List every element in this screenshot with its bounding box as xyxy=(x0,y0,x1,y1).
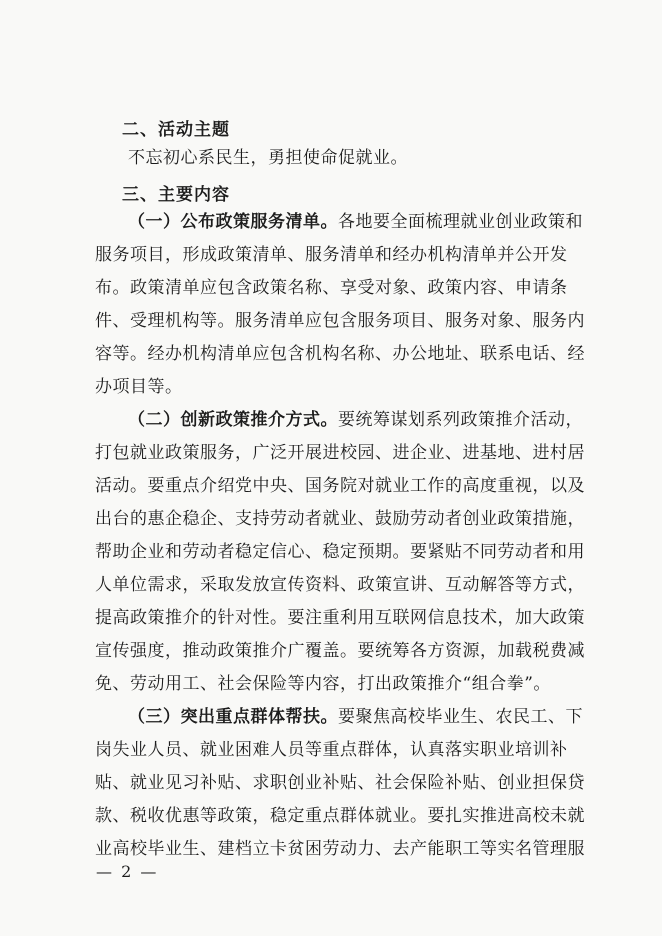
paragraph-line: 贴、就业见习补贴、求职创业补贴、社会保险补贴、创业担保贷 xyxy=(95,773,585,793)
paragraph-line: 各地要全面梳理就业创业政策和 xyxy=(338,212,583,232)
item-3-first-line xyxy=(128,706,583,728)
paragraph-line: 提高政策推介的针对性。要注重利用互联网信息技术，加大政策 xyxy=(95,608,585,628)
paragraph-line: 布。政策清单应包含政策名称、享受对象、政策内容、申请条 xyxy=(95,278,568,298)
page-number: — 2 — xyxy=(96,862,159,881)
paragraph-line: 要统筹谋划系列政策推介活动， xyxy=(338,410,583,430)
paragraph-line: 要聚焦高校毕业生、农民工、下 xyxy=(338,707,583,727)
paragraph-line: 办项目等。 xyxy=(95,377,183,397)
item-2-first-line xyxy=(128,409,583,431)
paragraph-line: 帮助企业和劳动者稳定信心、稳定预期。要紧贴不同劳动者和用 xyxy=(95,542,585,562)
item-2-title: （二）创新政策推介方式。 xyxy=(128,410,338,430)
paragraph-line: 件、受理机构等。服务清单应包含服务项目、服务对象、服务内 xyxy=(95,311,585,331)
paragraph-line: 人单位需求，采取发放宣传资料、政策宣讲、互动解答等方式， xyxy=(95,575,585,595)
paragraph-line: 业高校毕业生、建档立卡贫困劳动力、去产能职工等实名管理服 xyxy=(95,839,585,859)
paragraph-line: 宣传强度，推动政策推介广覆盖。要统筹各方资源，加载税费减 xyxy=(95,641,585,661)
item-3-title: （三）突出重点群体帮扶。 xyxy=(128,707,338,727)
item-1-title: （一）公布政策服务清单。 xyxy=(128,212,338,232)
paragraph-line: 款、税收优惠等政策，稳定重点群体就业。要扎实推进高校未就 xyxy=(95,806,585,826)
paragraph-line: 容等。经办机构清单应包含机构名称、办公地址、联系电话、经 xyxy=(95,344,585,364)
paragraph-line: 活动。要重点介绍党中央、国务院对就业工作的高度重视，以及 xyxy=(95,476,585,496)
section-2-heading: 二、活动主题 xyxy=(122,120,230,140)
paragraph-line: 打包就业政策服务，广泛开展进校园、进企业、进基地、进村居 xyxy=(95,443,585,463)
section-2-theme: 不忘初心系民生，勇担使命促就业。 xyxy=(128,148,408,168)
paragraph-line: 免、劳动用工、社会保险等内容，打出政策推介“组合拳”。 xyxy=(95,674,551,694)
paragraph-line: 岗失业人员、就业困难人员等重点群体，认真落实职业培训补 xyxy=(95,740,568,760)
paragraph-line: 服务项目，形成政策清单、服务清单和经办机构清单并公开发 xyxy=(95,245,568,265)
item-1-first-line xyxy=(128,211,583,233)
section-3-heading: 三、主要内容 xyxy=(122,185,230,205)
paragraph-line: 出台的惠企稳企、支持劳动者就业、鼓励劳动者创业政策措施， xyxy=(95,509,585,529)
